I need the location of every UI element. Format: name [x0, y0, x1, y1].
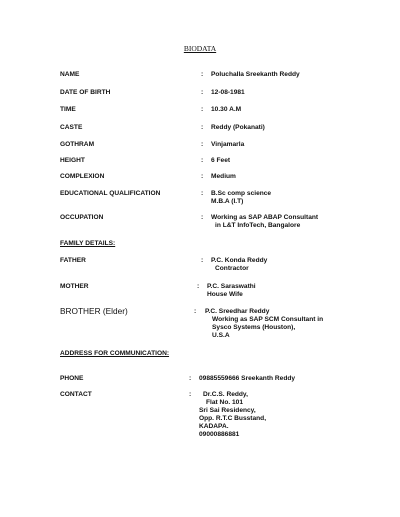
field-value — [207, 283, 256, 299]
value-line: 09000886881 — [199, 430, 240, 438]
value-line: Working as SAP ABAP Consultant — [211, 214, 319, 221]
field-value — [211, 214, 318, 230]
field-colon: : — [201, 106, 204, 113]
value-line: KADAPA. — [199, 422, 229, 430]
field-colon: : — [189, 375, 192, 382]
field-value — [211, 190, 271, 206]
field-colon: : — [189, 391, 192, 398]
field-colon: : — [194, 308, 197, 315]
field-label: CONTACT — [60, 391, 92, 398]
field-colon: : — [201, 157, 204, 164]
field-value — [211, 71, 300, 79]
value-line: Reddy (Pokanati) — [211, 124, 265, 131]
field-label: NAME — [60, 71, 80, 78]
value-line: House Wife — [207, 290, 243, 298]
value-line: Working as SAP SCM Consultant in — [212, 315, 324, 323]
field-colon: : — [197, 283, 200, 290]
value-line: P.C. Saraswathi — [207, 283, 256, 290]
field-label: CASTE — [60, 124, 83, 131]
value-line: Opp. R.T.C Busstand, — [199, 414, 267, 422]
field-value — [199, 391, 266, 438]
value-line: M.B.A (I.T) — [211, 197, 244, 205]
field-label: EDUCATIONAL QUALIFICATION — [60, 190, 161, 197]
value-line: Flat No. 101 — [206, 398, 244, 406]
value-line: B.Sc comp science — [211, 190, 272, 197]
value-line: in L&T InfoTech, Bangalore — [215, 221, 301, 229]
value-line: Sri Sai Residency, — [199, 406, 256, 414]
field-value — [211, 157, 230, 165]
field-value — [211, 141, 244, 149]
field-label: BROTHER (Elder) — [60, 306, 128, 316]
field-colon: : — [201, 257, 204, 264]
field-label: DATE OF BIRTH — [60, 89, 111, 96]
field-colon: : — [201, 89, 204, 96]
field-label: FATHER — [60, 257, 86, 264]
value-line: Vinjamarla — [211, 141, 245, 148]
value-line: Medium — [211, 173, 236, 180]
value-line: 6 Feet — [211, 157, 231, 164]
field-label: GOTHRAM — [60, 141, 95, 148]
value-line: Dr.C.S. Reddy, — [203, 391, 248, 398]
field-label: HEIGHT — [60, 157, 85, 164]
value-line: P.C. Sreedhar Reddy — [205, 308, 270, 315]
value-line: 12-08-1981 — [211, 89, 245, 96]
value-line: 10.30 A.M — [211, 106, 242, 113]
field-colon: : — [201, 71, 204, 78]
family-details-heading: FAMILY DETAILS: — [60, 240, 116, 247]
field-label: COMPLEXION — [60, 173, 105, 180]
field-colon: : — [201, 190, 204, 197]
field-value — [211, 124, 265, 132]
field-value — [199, 375, 295, 383]
field-value — [211, 89, 245, 97]
field-value — [211, 173, 236, 181]
field-colon: : — [201, 124, 204, 131]
field-value — [211, 106, 241, 114]
value-line: 09885559666 Sreekanth Reddy — [199, 375, 296, 382]
field-colon: : — [201, 214, 204, 221]
address-heading: ADDRESS FOR COMMUNICATION: — [60, 350, 170, 357]
field-label: TIME — [60, 106, 76, 113]
field-colon: : — [201, 173, 204, 180]
field-label: OCCUPATION — [60, 214, 104, 221]
value-line: U.S.A — [212, 331, 230, 339]
value-line: Sysco Systems (Houston), — [212, 323, 296, 331]
field-colon: : — [201, 141, 204, 148]
field-label: MOTHER — [60, 283, 89, 290]
field-value — [205, 308, 323, 340]
field-label: PHONE — [60, 375, 84, 382]
value-line: Poluchalla Sreekanth Reddy — [211, 71, 300, 78]
value-line: P.C. Konda Reddy — [211, 257, 268, 264]
value-line: Contractor — [215, 264, 249, 272]
field-value — [211, 257, 267, 273]
document-title: BIODATA — [183, 44, 217, 53]
